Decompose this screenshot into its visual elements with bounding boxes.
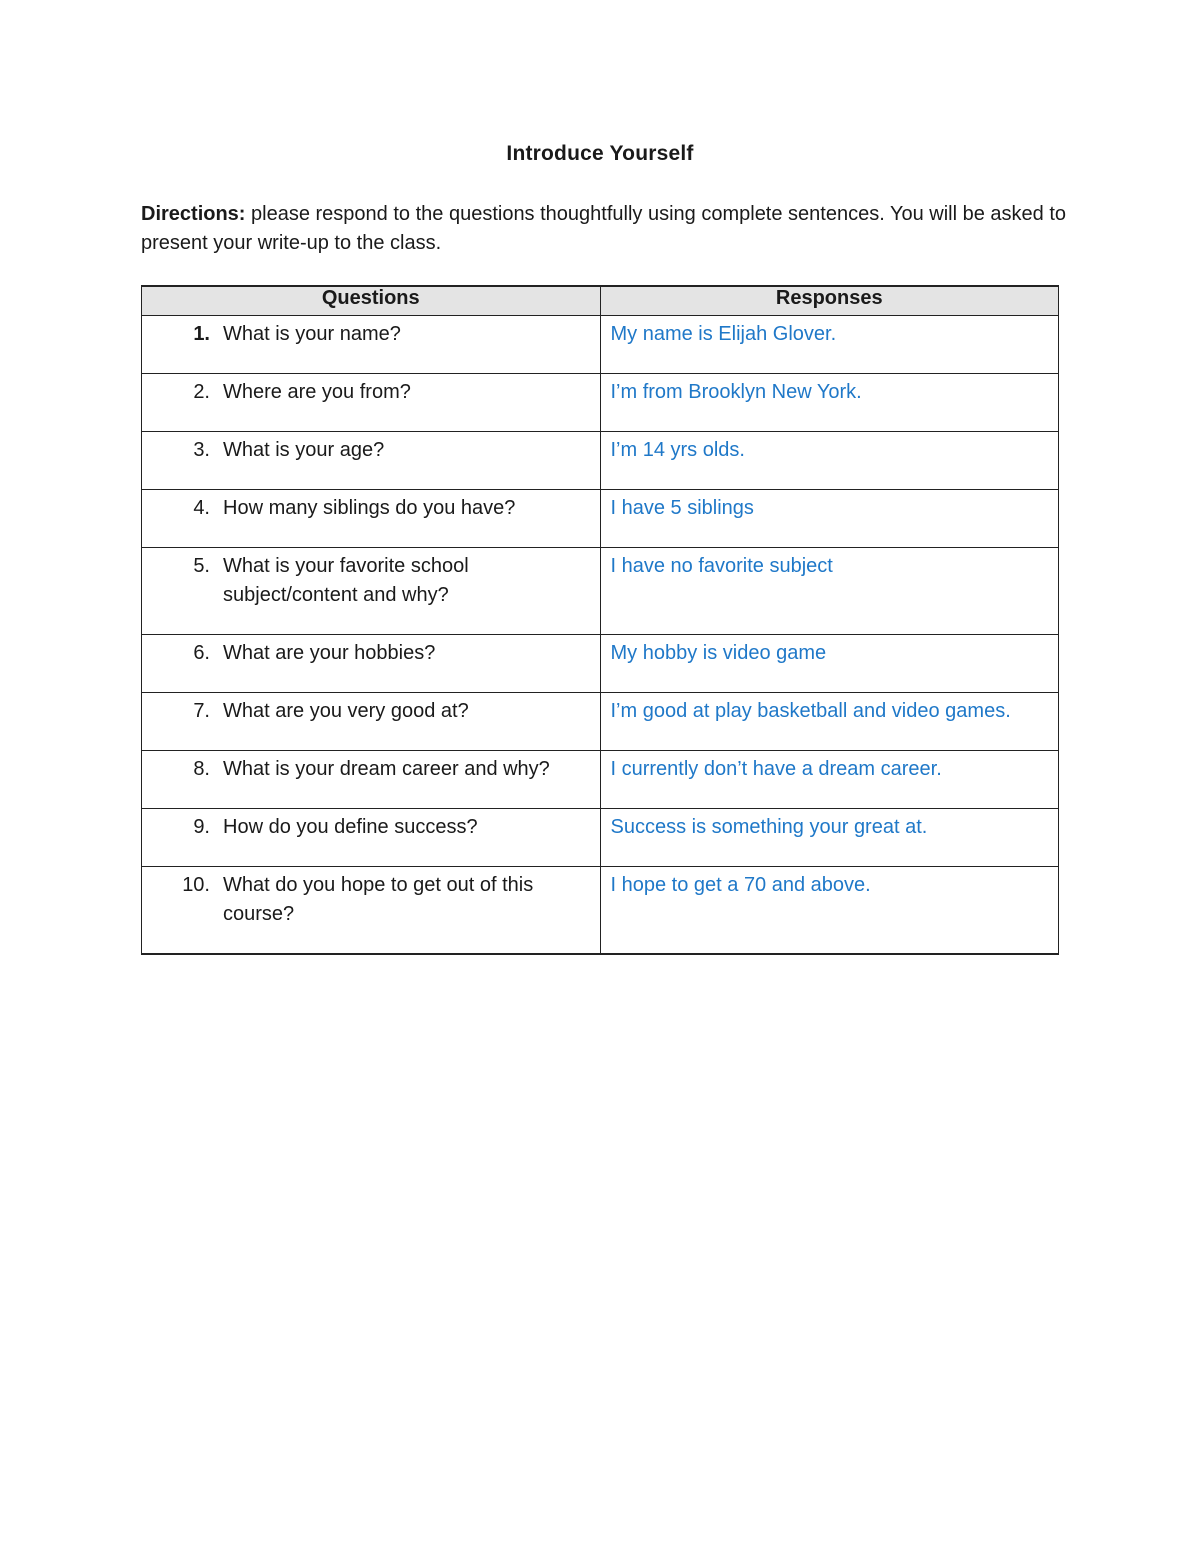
question-number: 6.	[193, 642, 210, 664]
response-text: I’m 14 yrs olds.	[610, 439, 745, 461]
question-cell	[142, 751, 601, 809]
directions-label: Directions:	[141, 203, 246, 225]
question-cell	[142, 548, 601, 635]
table-header-row	[142, 286, 1059, 316]
response-cell	[600, 490, 1059, 548]
questions-table	[141, 285, 1059, 955]
questions-header: Questions	[142, 286, 601, 316]
question-number: 2.	[193, 381, 210, 403]
response-cell	[600, 867, 1059, 955]
table-row	[142, 374, 1059, 432]
question-text: What are you very good at?	[223, 700, 469, 722]
response-cell	[600, 693, 1059, 751]
table-row	[142, 693, 1059, 751]
response-text: I’m from Brooklyn New York.	[610, 381, 862, 403]
question-number: 4.	[193, 497, 210, 519]
question-cell	[142, 316, 601, 374]
question-text: What are your hobbies?	[223, 642, 436, 664]
question-number: 7.	[193, 700, 210, 722]
question-text: What is your age?	[223, 439, 385, 461]
response-cell	[600, 548, 1059, 635]
question-text: Where are you from?	[223, 381, 411, 403]
question-cell	[142, 635, 601, 693]
response-cell	[600, 751, 1059, 809]
response-text: I have 5 siblings	[610, 497, 754, 519]
table-row	[142, 635, 1059, 693]
question-cell	[142, 490, 601, 548]
question-cell	[142, 867, 601, 955]
response-text: My name is Elijah Glover.	[610, 323, 837, 345]
table-row	[142, 751, 1059, 809]
question-text: How many siblings do you have?	[223, 497, 516, 519]
response-text: I currently don’t have a dream career.	[610, 758, 942, 780]
question-cell	[142, 432, 601, 490]
question-text: What is your name?	[223, 323, 401, 345]
question-cell	[142, 693, 601, 751]
response-text: My hobby is video game	[610, 642, 827, 664]
response-text: I hope to get a 70 and above.	[610, 874, 871, 896]
table-row	[142, 809, 1059, 867]
response-cell	[600, 316, 1059, 374]
table-row	[142, 867, 1059, 955]
question-text: What do you hope to get out of this course?	[223, 874, 534, 925]
response-cell	[600, 432, 1059, 490]
table-row	[142, 432, 1059, 490]
question-cell	[142, 374, 601, 432]
response-text: I have no favorite subject	[610, 555, 833, 577]
question-number: 8.	[193, 758, 210, 780]
response-cell	[600, 635, 1059, 693]
question-text: How do you define success?	[223, 816, 478, 838]
question-number: 5.	[193, 555, 210, 577]
responses-header: Responses	[600, 286, 1059, 316]
question-number: 1.	[193, 323, 210, 345]
table-row	[142, 548, 1059, 635]
response-text: I’m good at play basketball and video games.	[610, 700, 1011, 722]
question-number: 9.	[193, 816, 210, 838]
question-cell	[142, 809, 601, 867]
question-text: What is your dream career and why?	[223, 758, 550, 780]
question-number: 10.	[182, 874, 210, 896]
question-text: What is your favorite school subject/content and why?	[223, 555, 469, 606]
response-text: Success is something your great at.	[610, 816, 928, 838]
table-row	[142, 490, 1059, 548]
directions-text: please respond to the questions thoughtfully using complete sentences. You will be asked to present your write-up to the class.	[141, 203, 1067, 254]
table-row	[142, 316, 1059, 374]
response-cell	[600, 374, 1059, 432]
question-number: 3.	[193, 439, 210, 461]
response-cell	[600, 809, 1059, 867]
directions-paragraph	[141, 200, 1066, 258]
page-title: Introduce Yourself	[506, 142, 694, 165]
